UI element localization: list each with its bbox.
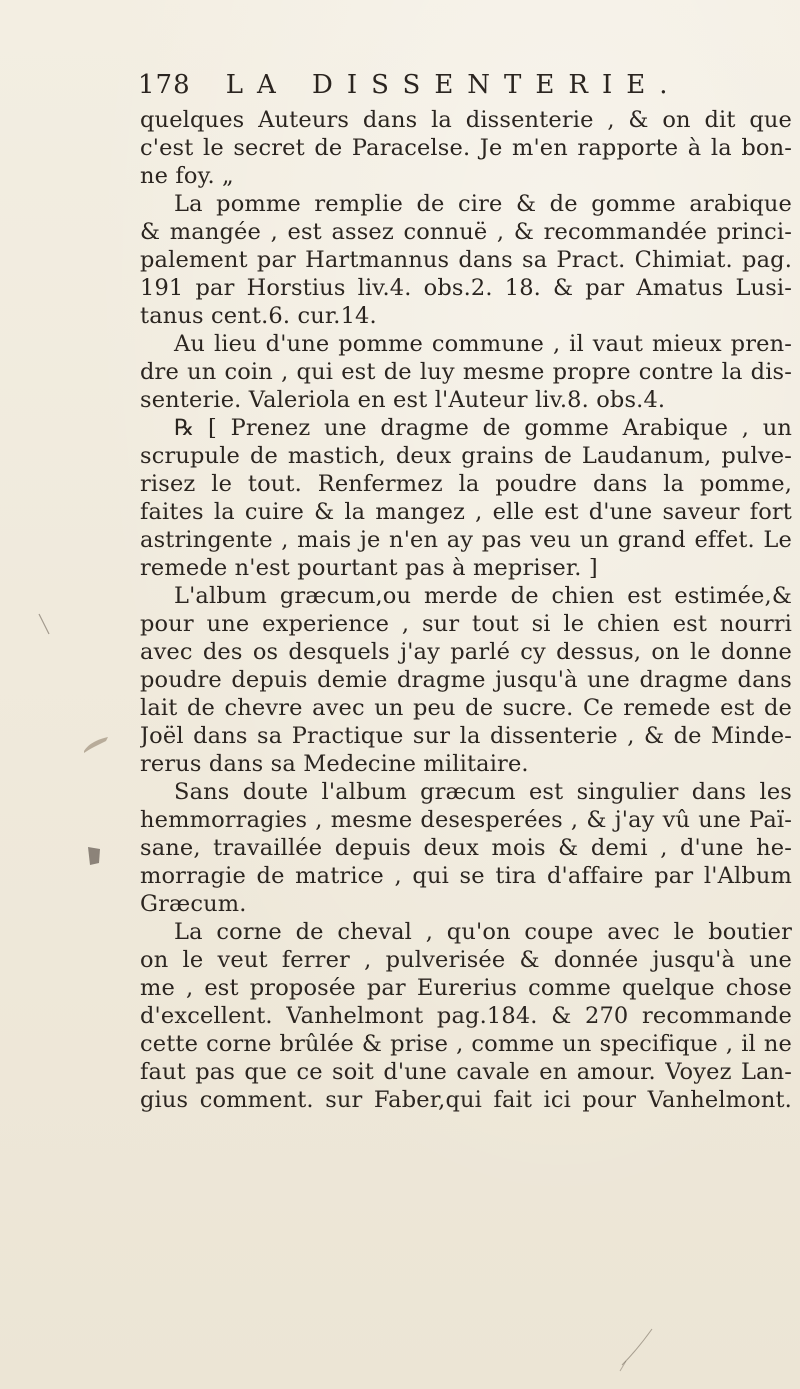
text-line: Joël dans sa Practique sur la dissenterie , & de Minde- xyxy=(140,723,792,749)
text-line: ℞ [ Prenez une dragme de gomme Arabique , un xyxy=(174,415,792,441)
text-line: faut pas que ce soit d'une cavale en amour. Voyez Lan- xyxy=(140,1059,792,1085)
text-line: morragie de matrice , qui se tira d'affaire par l'Album xyxy=(140,863,792,889)
text-line: hemmorragies , mesme desesperées , & j'ay vû une Paï- xyxy=(140,807,792,833)
pencil-scratch-mark xyxy=(612,1315,662,1375)
text-line: senterie. Valeriola en est l'Auteur liv.8. obs.4. xyxy=(140,387,666,413)
text-line: c'est le secret de Paracelse. Je m'en rapporte à la bon- xyxy=(140,135,792,161)
text-line: & mangée , est assez connuë , & recommandée princi- xyxy=(140,219,792,245)
text-line: gius comment. sur Faber,qui fait ici pour Vanhelmont. xyxy=(140,1087,792,1113)
margin-tick-mark xyxy=(35,610,55,640)
running-title: LA DISSENTERIE. xyxy=(225,70,682,100)
text-line: palement par Hartmannus dans sa Pract. Chimiat. pag. xyxy=(140,247,792,273)
ink-blot-mark xyxy=(82,735,110,755)
text-line: L'album græcum,ou merde de chien est estimée,& xyxy=(174,583,792,609)
text-line: Græcum. xyxy=(140,891,247,917)
text-line: ne foy. „ xyxy=(140,163,234,189)
text-line: faites la cuire & la mangez , elle est d'une saveur fort xyxy=(140,499,792,525)
page-number: 178 xyxy=(138,70,191,100)
body-text xyxy=(140,106,792,1114)
text-line: La pomme remplie de cire & de gomme arabique xyxy=(174,191,792,217)
text-line: Au lieu d'une pomme commune , il vaut mieux pren- xyxy=(174,331,792,357)
text-line: rerus dans sa Medecine militaire. xyxy=(140,751,529,777)
text-line: tanus cent.6. cur.14. xyxy=(140,303,377,329)
text-line: me , est proposée par Eurerius comme quelque chose xyxy=(140,975,792,1001)
text-line: dre un coin , qui est de luy mesme propre contre la dis- xyxy=(140,359,792,385)
text-line: La corne de cheval , qu'on coupe avec le boutier xyxy=(174,919,792,945)
text-line: 191 par Horstius liv.4. obs.2. 18. & par Amatus Lusi- xyxy=(140,275,792,301)
text-line: cette corne brûlée & prise , comme un specifique , il ne xyxy=(140,1031,792,1057)
text-line: sane, travaillée depuis deux mois & demi , d'une he- xyxy=(140,835,792,861)
text-line: avec des os desquels j'ay parlé cy dessus, on le donne xyxy=(140,639,792,665)
text-line: lait de chevre avec un peu de sucre. Ce remede est de xyxy=(140,695,792,721)
text-line: poudre depuis demie dragme jusqu'à une dragme dans xyxy=(140,667,792,693)
text-line: pour une experience , sur tout si le chien est nourri xyxy=(140,611,792,637)
text-line: astringente , mais je n'en ay pas veu un grand effet. Le xyxy=(140,527,792,553)
ink-blot-mark xyxy=(84,845,104,867)
text-line: scrupule de mastich, deux grains de Laudanum, pulve- xyxy=(140,443,792,469)
text-line: d'excellent. Vanhelmont pag.184. & 270 recommande xyxy=(140,1003,792,1029)
page-header xyxy=(138,70,778,110)
text-line: Sans doute l'album græcum est singulier dans les xyxy=(174,779,792,805)
text-line: on le veut ferrer , pulverisée & donnée jusqu'à une xyxy=(140,947,792,973)
text-line: quelques Auteurs dans la dissenterie , & on dit que xyxy=(140,107,792,133)
text-line: risez le tout. Renfermez la poudre dans la pomme, xyxy=(140,471,792,497)
text-line: remede n'est pourtant pas à mepriser. ] xyxy=(140,555,598,581)
